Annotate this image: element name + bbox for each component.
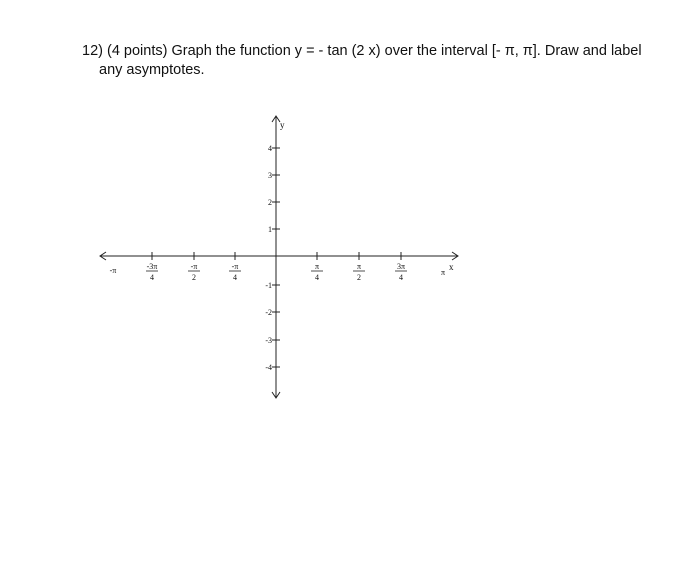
y-axis (272, 116, 280, 398)
x-axis (100, 252, 458, 260)
x-tick-label-numerator: π (314, 262, 320, 271)
y-tick-label: -3 (265, 336, 272, 345)
question-line-2: any asymptotes. (99, 62, 205, 78)
y-tick-label: 1 (268, 225, 272, 234)
y-tick-label: -2 (265, 308, 272, 317)
y-tick-label: 2 (268, 198, 272, 207)
x-tick-label-numerator: 3π (396, 262, 406, 271)
x-tick-label-denominator: 2 (357, 273, 361, 282)
x-tick-pi (441, 268, 445, 277)
x-tick-label-numerator: -π (190, 262, 198, 271)
y-tick-1 (268, 225, 280, 234)
x-tick-label-numerator: π (356, 262, 362, 271)
y-tick-group (265, 144, 280, 372)
x-tick-label: π (440, 268, 446, 277)
y-axis-label: y (280, 120, 285, 130)
y-tick-2 (268, 198, 280, 207)
x-tick-label-numerator: -π (231, 262, 239, 271)
y-tick-label: 4 (268, 144, 272, 153)
x-tick-label-denominator: 4 (233, 273, 237, 282)
x-axis-label: x (449, 262, 454, 272)
x-tick-label-numerator: -3π (146, 262, 158, 271)
y-tick--3 (265, 336, 280, 345)
y-tick--2 (265, 308, 280, 317)
x-tick-label: -π (109, 266, 117, 275)
x-tick-label-denominator: 2 (192, 273, 196, 282)
y-tick-label: -4 (265, 363, 272, 372)
y-tick-label: 3 (268, 171, 272, 180)
question-line-1: 12) (4 points) Graph the function y = - tan (2 x) over the interval [- π, π]. Draw and label (82, 43, 642, 59)
y-tick-label: -1 (265, 281, 272, 290)
y-tick-3 (268, 171, 280, 180)
x-tick-label-denominator: 4 (315, 273, 319, 282)
y-tick-4 (268, 144, 280, 153)
y-tick--1 (265, 281, 280, 290)
x-tick-label-denominator: 4 (150, 273, 154, 282)
x-tick-label-denominator: 4 (399, 273, 403, 282)
y-tick--4 (265, 363, 280, 372)
x-tick-neg-pi (110, 266, 117, 275)
